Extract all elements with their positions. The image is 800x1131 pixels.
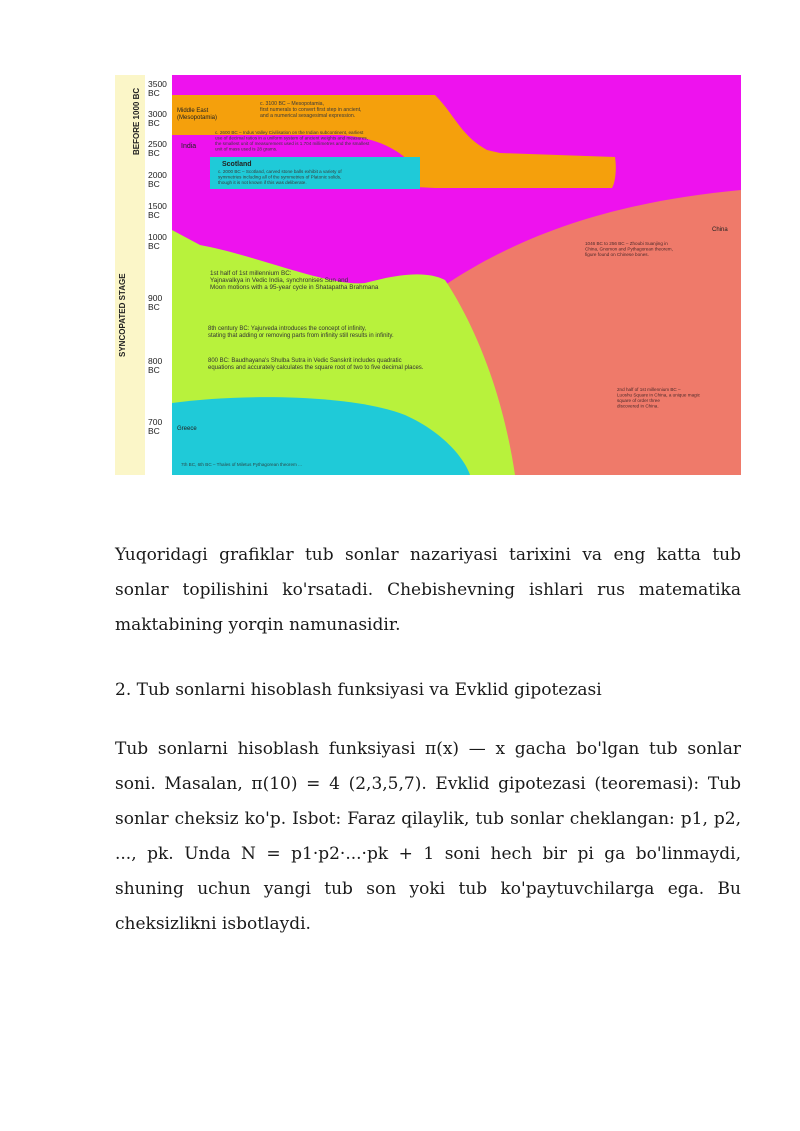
year-tick-label: 1000 BC [148,232,167,251]
region-label-greece: Greece [177,426,197,432]
year-tick-label: 800 BC [148,356,163,375]
region-label-india: India [181,143,197,150]
year-tick-label: 1500 BC [148,201,167,220]
paragraph-history: Yuqoridagi grafiklar tub sonlar nazariyasi tarixini va eng katta tub sonlar topilishini ko'rsatadi. Chebishevning ishlari rus matematika maktabining yorqin namunasidir. [115,545,741,635]
year-tick-label: 700 BC [148,417,163,436]
paragraph-euclid: Tub sonlarni hisoblash funksiyasi π(x) — x gacha bo'lgan tub sonlar soni. Masalan, π(10) = 4 (2,3,5,7). Evklid gipotezasi (teoremasi): Tub sonlar cheksiz ko'p. Isbot: Faraz qilaylik, tub sonlar cheklangan: p1, p2, ..., pk. Unda N = p1·p2·...·pk + 1 soni hech bir pi ga bo'linmaydi, shuning uchun yangi tub son yoki tub ko'paytuvchilarga ega. Bu cheksizlikni isbotlaydi. [115,739,741,934]
timeline-figure [115,75,741,475]
year-tick-label: 2000 BC [148,170,167,189]
timeline-chart [115,75,741,475]
year-tick-label: 3000 BC [148,109,167,128]
stage-before-label: BEFORE 1000 BC [132,87,141,155]
note-yajurveda: 8th century BC: Yajurveda introduces the concept of infinity, stating that adding or removing parts from infinity still results in infinity. [208,326,394,339]
note-scotland: c. 2000 BC – Scotland, carved stone balls exhibit a variety of symmetries including all of the symmetries of Platonic solids, though it is not known if this was deliberate. [218,169,342,185]
region-label-middle-east: Middle East (Mesopotamia) [177,108,218,121]
note-baudhayana: 800 BC: Baudhayana's Shulba Sutra in Vedic Sanskrit includes quadratic equations and accurately calculates the square root of two to five decimal places. [208,358,424,371]
year-tick-label: 2500 BC [148,139,167,158]
section-heading: 2. Tub sonlarni hisoblash funksiyasi va Evklid gipotezasi [115,680,602,700]
year-column [145,75,172,475]
note-china: 1046 BC to 256 BC – Zhoubi Suanjing in China, Gnomon and Pythagorean theorem, figure found on Chinese bones. [585,241,673,257]
note-vedic: 1st half of 1st millennium BC: Yajnavalkya in Vedic India, synchronises Sun and Moon motions with a 95-year cycle in Shatapatha Brahmana [210,270,379,291]
region-label-scotland: Scotland [222,161,252,168]
note-china-luoshu: 2nd half of 1st millennium BC – Luoshu Square in China, a unique magic square of order three discovered in China. [617,387,700,409]
region-label-china: China [712,227,728,233]
note-mesopotamia: c. 3100 BC – Mesopotamia, first numerals to convert first step in ancient, and a numerical sexagesimal expression. [260,101,362,119]
note-greece: 7th BC, 6th BC – Thales of Miletus Pythagorean theorem ... [181,462,302,467]
stage-syncopated-label: SYNCOPATED STAGE [118,273,127,357]
note-indus: c. 2600 BC – Indus Valley Civilisation on the Indian subcontinent, earliest use of decimal ratios in a uniform system of ancient weights and measures, the smallest unit of measurement used is 1.704 millimetres and the smallest unit of mass used is 28 grams. [215,130,370,152]
year-tick-label: 3500 BC [148,79,167,98]
year-tick-label: 900 BC [148,293,163,312]
